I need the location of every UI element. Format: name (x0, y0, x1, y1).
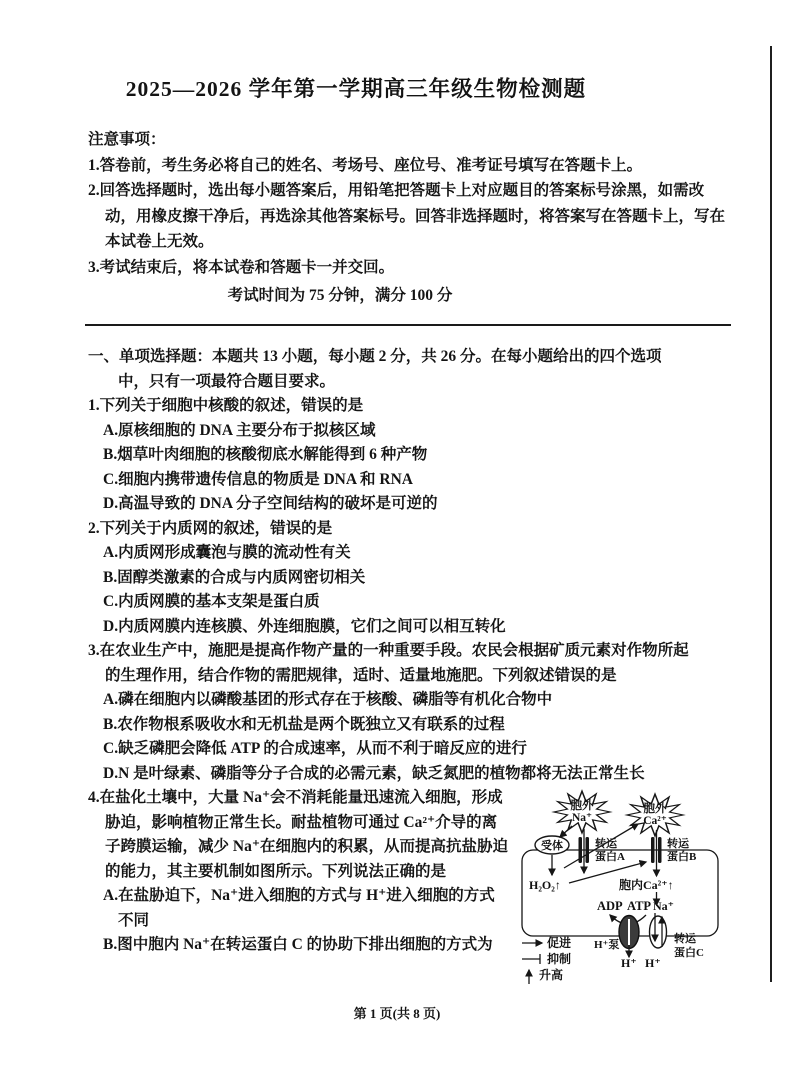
question-4-diagram (512, 788, 747, 1003)
page-number: 第 1 页(共 8 页) (353, 1006, 441, 1021)
question-1-stem: 1.下列关于细胞中核酸的叙述，错误的是 (88, 397, 364, 414)
h2o2-label: H₂O₂↑ (529, 878, 561, 892)
transport-protein-c-icon (650, 916, 667, 948)
question-2-option-b: B.固醇类激素的合成与内质网密切相关 (103, 568, 366, 586)
question-3-option-a: A.磷在细胞内以磷酸基团的形式存在于核酸、磷脂等有机化合物中 (103, 691, 553, 708)
ext-ca-label-line2: Ca²⁺ (643, 815, 667, 827)
na-inner-label: Na⁺ (653, 899, 674, 913)
receptor-label: 受体 (541, 840, 563, 852)
question-4-stem-line-1: 4.在盐化土壤中，大量 Na⁺会不消耗能量迅速流入细胞，形成 (88, 789, 503, 806)
notice-section (88, 127, 725, 280)
h-below-c-label: H⁺ (645, 956, 661, 970)
question-3-stem-line-1: 3.在农业生产中，施肥是提高作物产量的一种重要手段。农民会根据矿质元素对作物所起 (88, 642, 689, 659)
question-4-stem-line-3: 子跨膜运输，减少 Na⁺在细胞内的积累，从而提高抗盐胁迫 (105, 838, 509, 855)
atp-label: ATP (627, 899, 652, 913)
cytoplasmic-ca-label: 胞内Ca²⁺↑ (619, 878, 674, 892)
legend-inhibit-label: 抑制 (547, 952, 572, 966)
ext-na-label-line1: 胞外 (570, 800, 594, 812)
protein-b-label-line1: 转运 (667, 838, 689, 850)
notice-item-2-line-3: 本试卷上无效。 (105, 233, 214, 250)
question-1-option-b: B.烟草叶肉细胞的核酸彻底水解能得到 6 种产物 (103, 446, 428, 463)
section-divider-rule (85, 324, 731, 326)
question-3-option-c: C.缺乏磷肥会降低 ATP 的合成速率，从而不利于暗反应的进行 (103, 740, 527, 757)
h-below-pump-label: H⁺ (621, 956, 637, 970)
question-1-option-c: C.细胞内携带遗传信息的物质是 DNA 和 RNA (103, 470, 414, 488)
question-2-option-d: D.内质网膜内连核膜、外连细胞膜，它们之间可以相互转化 (103, 617, 506, 635)
legend-increase-label: 升高 (539, 968, 564, 982)
section-header-line-2: 中，只有一项最符合题目要求。 (118, 372, 336, 390)
question-4-stem-line-4: 的能力，其主要机制如图所示。下列说法正确的是 (105, 862, 447, 880)
question-2-option-c: C.内质网膜的基本支架是蛋白质 (103, 593, 320, 610)
question-4-option-a-line-1: A.在盐胁迫下，Na⁺进入细胞的方式与 H⁺进入细胞的方式 (103, 887, 495, 904)
na-to-receptor-arrow (560, 826, 572, 837)
notice-item-3: 3.考试结束后，将本试卷和答题卡一并交回。 (88, 258, 395, 276)
protein-c-label-line1: 转运 (674, 933, 696, 945)
question-4-stem-line-2: 胁迫，影响植物正常生长。耐盐植物可通过 Ca²⁺介导的离 (105, 813, 498, 831)
question-3-stem-line-2: 的生理作用，结合作物的需肥规律，适时、适量地施肥。下列叙述错误的是 (105, 666, 617, 684)
question-3-option-d: D.N 是叶绿素、磷脂等分子合成的必需元素，缺乏氮肥的植物都将无法正常生长 (103, 764, 645, 782)
protein-a-label-line2: 蛋白A (595, 851, 625, 863)
question-2-option-a: A.内质网形成囊泡与膜的流动性有关 (103, 544, 351, 561)
page-title: 2025—2026 学年第一学期高三年级生物检测题 (125, 77, 587, 101)
ext-ca-label-line1: 胞外 (643, 803, 667, 815)
question-1-option-d: D.高温导致的 DNA 分子空间结构的破坏是可逆的 (103, 495, 438, 512)
scan-edge-line (770, 46, 772, 982)
exam-time-line: 考试时间为 75 分钟，满分 100 分 (227, 287, 453, 304)
question-1-option-a: A.原核细胞的 DNA 主要分布于拟核区域 (103, 421, 376, 439)
question-4-option-b: B.图中胞内 Na⁺在转运蛋白 C 的协助下排出细胞的方式为 (103, 936, 493, 953)
question-3-option-b: B.农作物根系吸收水和无机盐是两个既独立又有联系的过程 (103, 715, 505, 733)
notice-item-2-line-1: 2.回答选择题时，选出每小题答案后，用铅笔把答题卡上对应题目的答案标号涂黑，如需改 (88, 182, 705, 199)
question-4-option-a-line-2: 不同 (118, 911, 150, 929)
protein-c-label-line2: 蛋白C (674, 947, 704, 959)
protein-a-label-line1: 转运 (595, 838, 617, 850)
ext-na-label-line2: Na⁺ (571, 812, 593, 824)
notice-item-2-line-2: 动，用橡皮擦干净后，再选涂其他答案标号。回答非选择题时，将答案写在答题卡上，写在 (105, 207, 726, 225)
legend-promote-label: 促进 (547, 936, 572, 950)
diagram-legend (522, 935, 571, 984)
question-2-stem: 2.下列关于内质网的叙述，错误的是 (88, 519, 333, 537)
section-header-line-1: 一、单项选择题：本题共 13 小题，每小题 2 分，共 26 分。在每小题给出的四个选项 (88, 348, 662, 365)
adp-label: ADP (597, 899, 623, 913)
notice-heading: 注意事项： (88, 131, 166, 148)
protein-b-label-line2: 蛋白B (667, 851, 697, 863)
h-pump-label: H⁺泵 (594, 939, 620, 951)
notice-item-1: 1.答卷前，考生务必将自己的姓名、考场号、座位号、准考证号填写在答题卡上。 (88, 156, 643, 174)
